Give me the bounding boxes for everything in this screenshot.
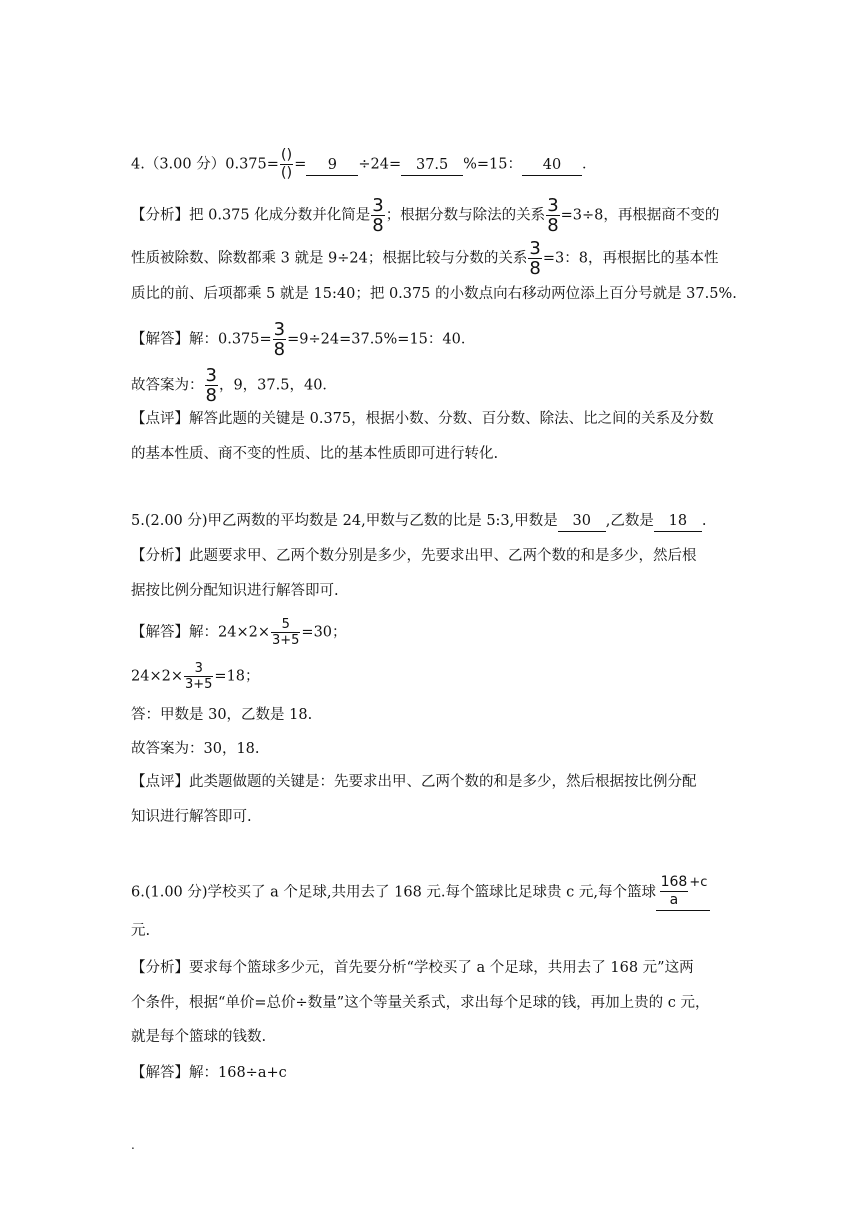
q5-blank-2[interactable]: 18	[654, 512, 702, 532]
q4-final-answer: 故答案为： $\frac{3}{8}$ ，9，37.5，40．	[131, 365, 337, 406]
q5-analysis-line-2: 据按比例分配知识进行解答即可.	[131, 583, 339, 599]
q5-solution-line-3: 答：甲数是 30，乙数是 18.	[131, 707, 313, 723]
q5-final-answer: 故答案为：30，18.	[131, 741, 260, 757]
analysis-tag: 【分析】	[131, 960, 189, 976]
q4-analysis-line-2: 性质被除数、除数都乘 3 就是 9÷24；根据比较与分数的关系 $\frac{3}{8}$ =3：8，再根据比的基本性	[131, 238, 719, 279]
q6-analysis-line-2: 个条件，根据“单价=总价÷数量”这个等量关系式，求出每个足球的钱，再加上贵的 c 元，	[131, 995, 710, 1011]
q4-blank-2[interactable]: 37.5	[401, 156, 463, 176]
q4-answer: 【解答】解：0.375= $\frac{3}{8}$ =9÷24=37.5%=15：40．	[131, 319, 476, 360]
q6-analysis-line-1: 【分析】要求每个篮球多少元，首先要分析“学校买了 a 个足球，共用去了 168 元”这两	[131, 960, 694, 976]
q4-analysis-line-3: 质比的前、后项都乘 5 就是 15:40；把 0.375 的小数点向右移动两位添上百分号就是 37.5%.	[131, 286, 737, 302]
comment-tag: 【点评】	[131, 411, 189, 427]
q4-comment-line-1: 【点评】解答此题的关键是 0.375，根据小数、分数、百分数、除法、比之间的关系及分数	[131, 411, 714, 427]
q4-prefix: 4.（3.00 分）0.375=	[131, 156, 279, 173]
q6-blank[interactable]: $\frac{168}{a}$ +c	[656, 874, 710, 911]
fraction-168-over-a: $\frac{168}{a}$	[660, 874, 688, 908]
q5-solution-line-2: 24×2× $\frac{3}{3+5}$ =18；	[131, 661, 260, 692]
fraction-3-8: $\frac{3}{8}$	[547, 195, 559, 236]
q4-blank-1[interactable]: 9	[306, 156, 358, 176]
q5-blank-1[interactable]: 30	[558, 512, 606, 532]
q5-solution-line-1: 【解答】解：24×2× $\frac{5}{3+5}$ =30；	[131, 617, 347, 648]
q5-analysis-line-1: 【分析】此题要求甲、乙两个数分别是多少，先要求出甲、乙两个数的和是多少，然后根	[131, 548, 697, 564]
q6-question: 6.(1.00 分)学校买了 a 个足球,共用去了 168 元.每个篮球比足球贵 c 元,每个篮球 $\frac{168}{a}$ +c	[131, 874, 710, 896]
q6-answer: 【解答】解：168÷a+c	[131, 1065, 287, 1081]
fraction-3-8: $\frac{3}{8}$	[529, 238, 541, 279]
q6-analysis-line-3: 就是每个篮球的钱数.	[131, 1029, 267, 1045]
q4-analysis-line-1: 【分析】把 0.375 化成分数并化简是 $\frac{3}{8}$ ；根据分数与除法的关系 $\frac{3}{8}$ =3÷8，再根据商不变的	[131, 195, 720, 236]
analysis-tag: 【分析】	[131, 548, 189, 564]
comment-tag: 【点评】	[131, 774, 189, 790]
q5-question: 5.(2.00 分)甲乙两数的平均数是 24,甲数与乙数的比是 5:3,甲数是 30 ,乙数是 18 .	[131, 510, 706, 532]
q4-blank-3[interactable]: 40	[522, 156, 582, 176]
fraction-3-8: $\frac{3}{8}$	[273, 319, 286, 360]
answer-tag: 【解答】	[131, 624, 189, 641]
answer-tag: 【解答】	[131, 331, 189, 348]
q5-comment-line-2: 知识进行解答即可.	[131, 809, 252, 825]
answer-tag: 【解答】	[131, 1065, 189, 1081]
footer-dot: .	[131, 1138, 135, 1152]
q6-line-2: 元.	[131, 923, 151, 939]
q4-blank-fraction[interactable]: $\frac{()}{()}$	[280, 147, 293, 181]
q5-comment-line-1: 【点评】此类题做题的关键是：先要求出甲、乙两个数的和是多少，然后根据按比例分配	[131, 774, 697, 790]
fraction-3-8: $\frac{3}{8}$	[205, 365, 217, 406]
fraction-3-over-3plus5: $\frac{3}{3+5}$	[184, 661, 213, 692]
fraction-5-over-3plus5: $\frac{5}{3+5}$	[271, 617, 300, 648]
q4-question: 4.（3.00 分）0.375= $\frac{()}{()}$ = 9 ÷24= 37.5 %=15： 40 ．	[131, 147, 597, 181]
q4-comment-line-2: 的基本性质、商不变的性质、比的基本性质即可进行转化.	[131, 446, 499, 462]
fraction-3-8: $\frac{3}{8}$	[372, 195, 384, 236]
analysis-tag: 【分析】	[131, 207, 189, 224]
